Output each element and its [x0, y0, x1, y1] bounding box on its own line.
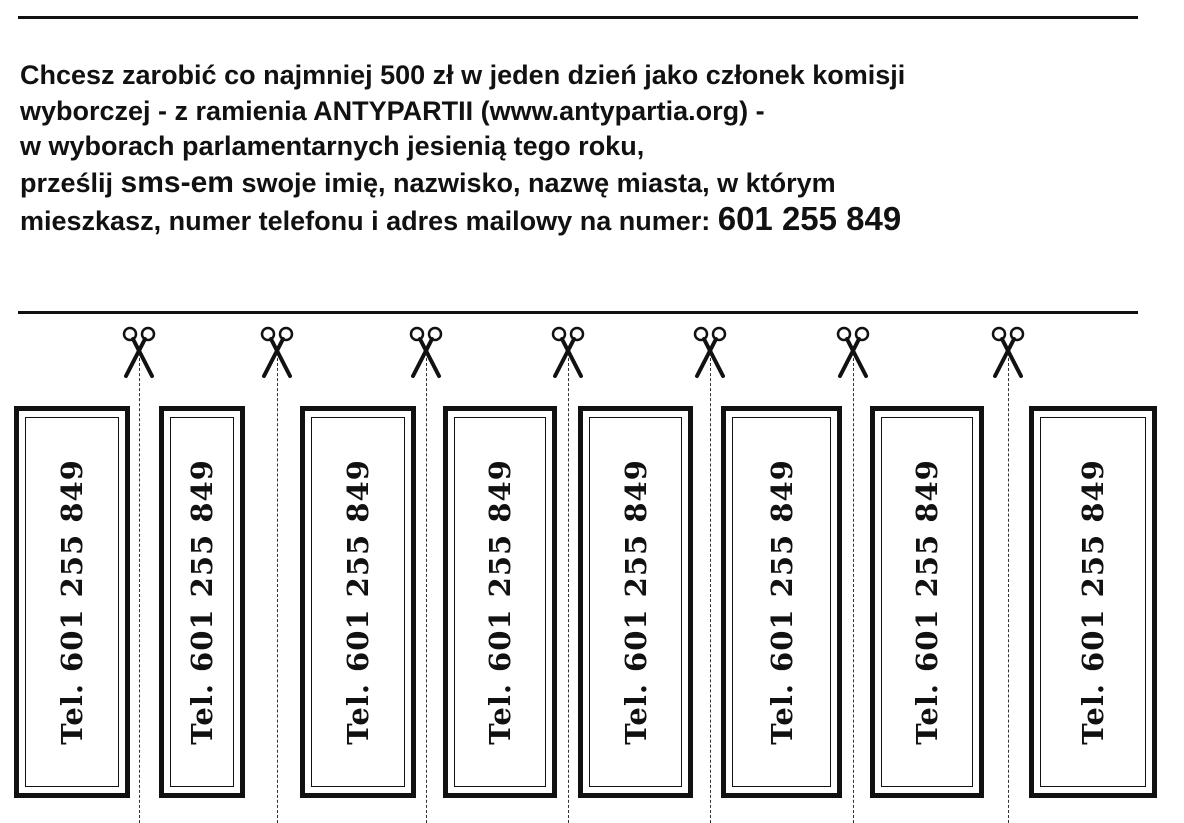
message-line-4-post: swoje imię, nazwisko, nazwę miasta, w którym — [233, 167, 836, 198]
tab-frame — [170, 417, 234, 787]
scissors-icon — [257, 324, 297, 380]
tear-off-tab — [721, 406, 842, 798]
phone-number: 601 255 849 — [717, 200, 902, 237]
tear-off-tab — [870, 406, 984, 798]
message-line-4-pre: prześlij — [20, 167, 121, 198]
tear-off-tab — [1029, 406, 1157, 798]
scissors-icon — [548, 324, 588, 380]
tab-frame — [881, 417, 973, 787]
tab-phone: Tel. 601 255 849 — [341, 459, 375, 745]
tear-off-tab — [578, 406, 693, 798]
tab-phone: Tel. 601 255 849 — [185, 459, 219, 745]
tear-off-tab — [443, 406, 557, 798]
cut-line — [710, 358, 711, 823]
tab-frame — [25, 417, 119, 787]
cut-line — [853, 358, 854, 823]
tab-phone: Tel. 601 255 849 — [1076, 459, 1110, 745]
scissors-icon — [988, 324, 1028, 380]
scissors-icon — [690, 324, 730, 380]
message-line-3: w wyborach parlamentarnych jesienią tego roku, — [20, 131, 645, 161]
tab-phone: Tel. 601 255 849 — [764, 459, 799, 745]
cut-divider — [18, 311, 1138, 314]
message-line-2: wyborczej - z ramienia ANTYPARTII (www.antypartia.org) - — [20, 95, 765, 126]
top-divider — [18, 16, 1138, 19]
cut-line — [426, 358, 427, 823]
cut-line — [277, 358, 278, 823]
tab-frame — [1040, 417, 1146, 787]
tab-phone: Tel. 601 255 849 — [483, 459, 517, 745]
tab-frame — [454, 417, 546, 787]
cut-line — [1008, 358, 1009, 823]
sms-emphasis: sms-em — [120, 165, 234, 199]
tab-phone: Tel. 601 255 849 — [55, 459, 89, 745]
tab-frame — [732, 417, 831, 787]
cut-line — [568, 358, 569, 823]
tab-frame — [311, 417, 405, 787]
tab-phone: Tel. 601 255 849 — [618, 459, 653, 745]
tab-frame — [589, 417, 682, 787]
message-line-1: Chcesz zarobić co najmniej 500 zł w jeden dzień jako członek komisji — [20, 60, 906, 90]
message-line-5 — [20, 201, 1160, 240]
tab-phone: Tel. 601 255 849 — [910, 459, 944, 745]
scissors-icon — [406, 324, 446, 380]
cut-line — [139, 358, 140, 823]
scissors-icon — [833, 324, 873, 380]
message-line-5-pre: mieszkasz, numer telefonu i adres mailowy na numer: — [20, 206, 718, 236]
flyer-message — [20, 58, 1160, 240]
tear-off-tab — [300, 406, 416, 798]
message-line-4 — [20, 165, 1160, 202]
scissors-icon — [119, 324, 159, 380]
tear-off-tab — [159, 406, 245, 798]
tear-off-tab — [14, 406, 130, 798]
